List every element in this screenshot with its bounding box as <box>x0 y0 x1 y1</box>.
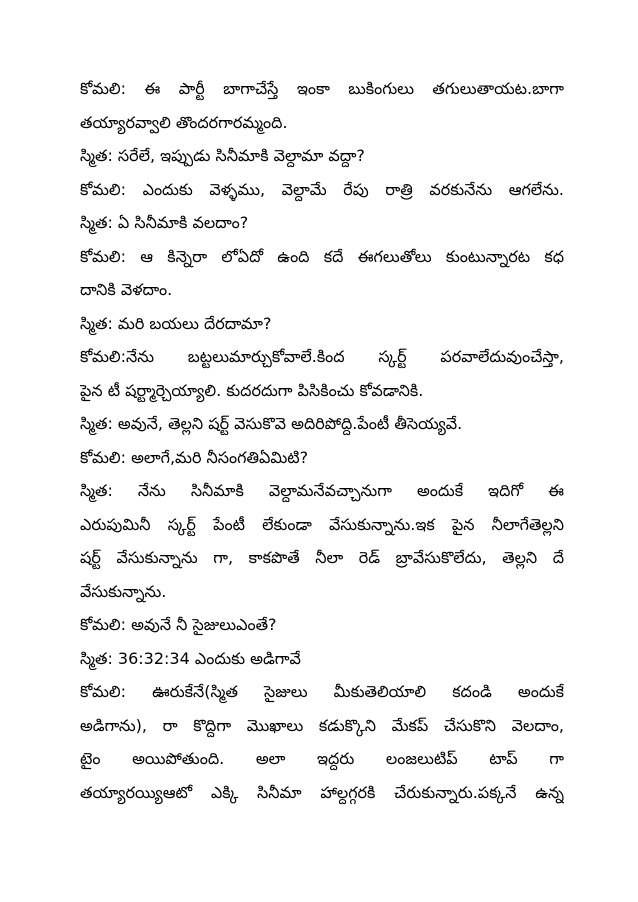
text-line: కోమలి: అవునే నీ సైజులుఎంతే? <box>80 615 277 634</box>
text-line: కోమలి: అలాగే,మరి నీసంగతిఏమిటి? <box>80 447 309 467</box>
text-line: అడిగాను), రా కొద్దిగా మొఖాలు కడుక్కొని మేకప్ చేసుకొని వెలదాం, <box>80 715 564 735</box>
text-line: పైన టీ షర్ట్మార్చెయ్యాలి. కుదరదుగా పిసికించు కోవడానికి. <box>80 380 424 400</box>
text-line: వేసుకున్నాను. <box>80 581 167 601</box>
text-line: కోమలి: ఎందుకు వెళ్ళము, వెల్దామే రేపు రాత్రి వరకునేను ఆగలేను. <box>80 179 564 199</box>
text-line: ఎరుపుమినీ స్కర్ట్ పేంటీ లేకుండా వేసుకున్నాను.ఇక పైన నీలాగేతెల్లని <box>80 514 564 534</box>
document-page <box>80 72 564 809</box>
text-line: కోమలి: ఈ పార్టీ బాగాచేస్తే ఇంకా బుకింగులు తగులుతాయట.బాగా <box>80 79 564 98</box>
text-line: కోమలి: ఊరుకేనే(స్మిత సైజులు మీకుతెలియాలి కదండి అందుకే <box>80 682 564 701</box>
text-line: టైం అయిపోతుంది. అలా ఇద్దరు లంజలుటిప్ టాప్ గా <box>80 749 564 768</box>
text-line: తయ్యారయ్యిఆటో ఎక్కి సినీమా హాల్దగ్గరకి చేరుకున్నారు.పక్కనే ఉన్న <box>80 782 564 802</box>
text-line: స్మిత: సరేలే, ఇప్పుడు సినీమాకి వెల్దామా వద్దా? <box>80 146 365 165</box>
text-line: తయ్యారవ్వాలి తొందరగారమ్మంది. <box>80 112 288 132</box>
text-line: స్మిత: అవునే, తెల్లని షర్ట్ వెసుకొవె అదిరిపోద్ది.పేంటీ తీసెయ్యవే. <box>80 414 463 433</box>
text-line: స్మిత: మరి బయలు దేరదామా? <box>80 313 272 333</box>
text-line: కోమలి: ఆ కిన్నెరా లోఏదో ఉంది కదే ఈగలుతోలు కుంటున్నారట కధ <box>80 246 564 266</box>
text-line: షర్ట్ వేసుకున్నాను గా, కాకపొతే నీలా రెడ్ బ్రావేసుకొలేదు, తెల్లని దే <box>80 548 564 567</box>
text-line: స్మిత: 36:32:34 ఎందుకు అడిగావే <box>80 648 301 668</box>
text-line: కోమలి:నేను బట్టలుమార్చుకోవాలే.కింద స్కర్ట్ పరవాలేదువుంచేస్తా, <box>80 347 564 366</box>
text-line: స్మిత: ఏ సినీమాకి వలదాం? <box>80 213 249 232</box>
text-line: దానికి వెళదాం. <box>80 280 173 299</box>
text-line: స్మిత: నేను సినీమాకి వెల్దామనేవచ్చానుగా అందుకే ఇదిగో ఈ <box>80 481 564 500</box>
